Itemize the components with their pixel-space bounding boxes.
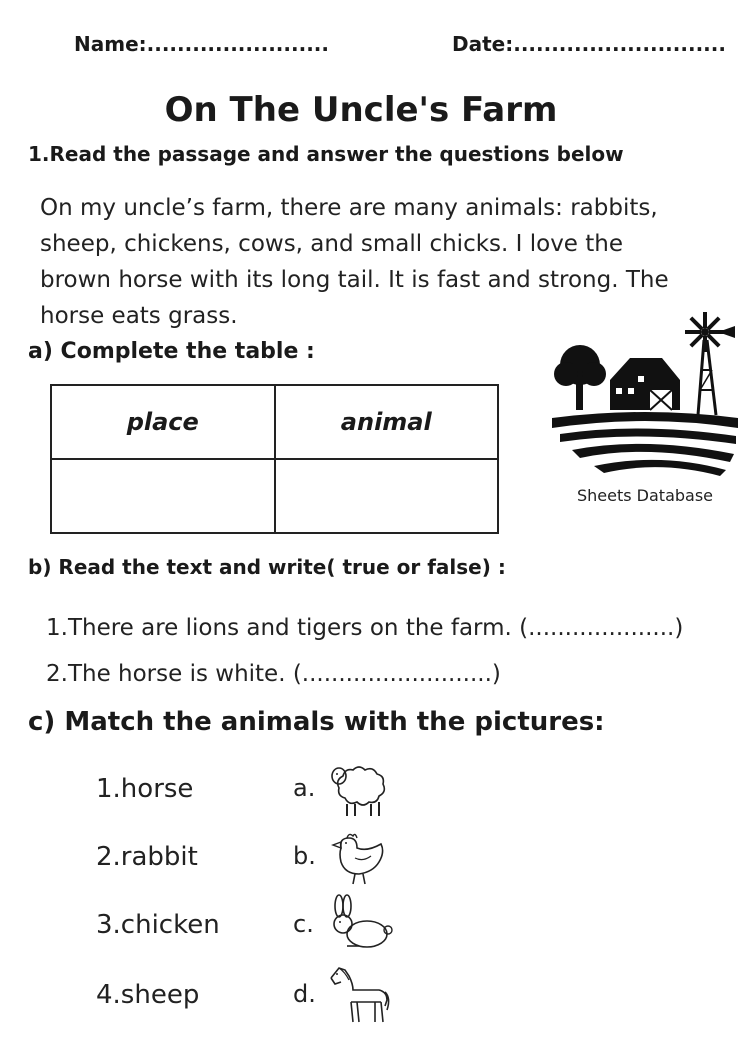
match-word-sheep: 4.sheep: [96, 980, 200, 1010]
chicken-icon: [325, 826, 395, 888]
passage-line: brown horse with its long tail. It is fast and strong. The: [40, 267, 669, 293]
table-header-place: place: [51, 385, 275, 459]
match-letter-a: a.: [293, 774, 316, 802]
horse-icon: [325, 962, 395, 1024]
farm-illustration-icon: [550, 310, 740, 485]
true-false-item: 2.The horse is white. (..........................): [46, 661, 501, 687]
table-header-animal: animal: [275, 385, 499, 459]
passage-line: On my uncle’s farm, there are many animals: rabbits,: [40, 195, 658, 221]
question-1-heading: 1.Read the passage and answer the questions below: [28, 142, 624, 166]
match-letter-b: b.: [293, 842, 316, 870]
match-letter-d: d.: [293, 980, 316, 1008]
part-c-heading: c) Match the animals with the pictures:: [28, 707, 605, 737]
watermark-text: Sheets Database: [576, 486, 714, 505]
match-word-horse: 1.horse: [96, 774, 194, 804]
part-a-heading: a) Complete the table :: [28, 339, 315, 364]
part-b-heading: b) Read the text and write( true or false) :: [28, 555, 506, 579]
table-row: [51, 459, 498, 533]
rabbit-icon: [325, 894, 395, 956]
passage-line: horse eats grass.: [40, 303, 238, 329]
passage-line: sheep, chickens, cows, and small chicks. I love the: [40, 231, 624, 257]
match-letter-c: c.: [293, 910, 314, 938]
table-cell-place-answer[interactable]: [51, 459, 275, 533]
match-word-rabbit: 2.rabbit: [96, 842, 198, 872]
name-field-label: Name:........................: [74, 32, 329, 56]
table-cell-animal-answer[interactable]: [275, 459, 499, 533]
date-field-label: Date:............................: [452, 32, 726, 56]
answer-table: [50, 384, 499, 534]
match-word-chicken: 3.chicken: [96, 910, 220, 940]
page-title: On The Uncle's Farm: [164, 90, 558, 130]
sheep-icon: [325, 758, 395, 820]
table-header-row: [51, 385, 498, 459]
true-false-item: 1.There are lions and tigers on the farm. (....................): [46, 615, 684, 641]
